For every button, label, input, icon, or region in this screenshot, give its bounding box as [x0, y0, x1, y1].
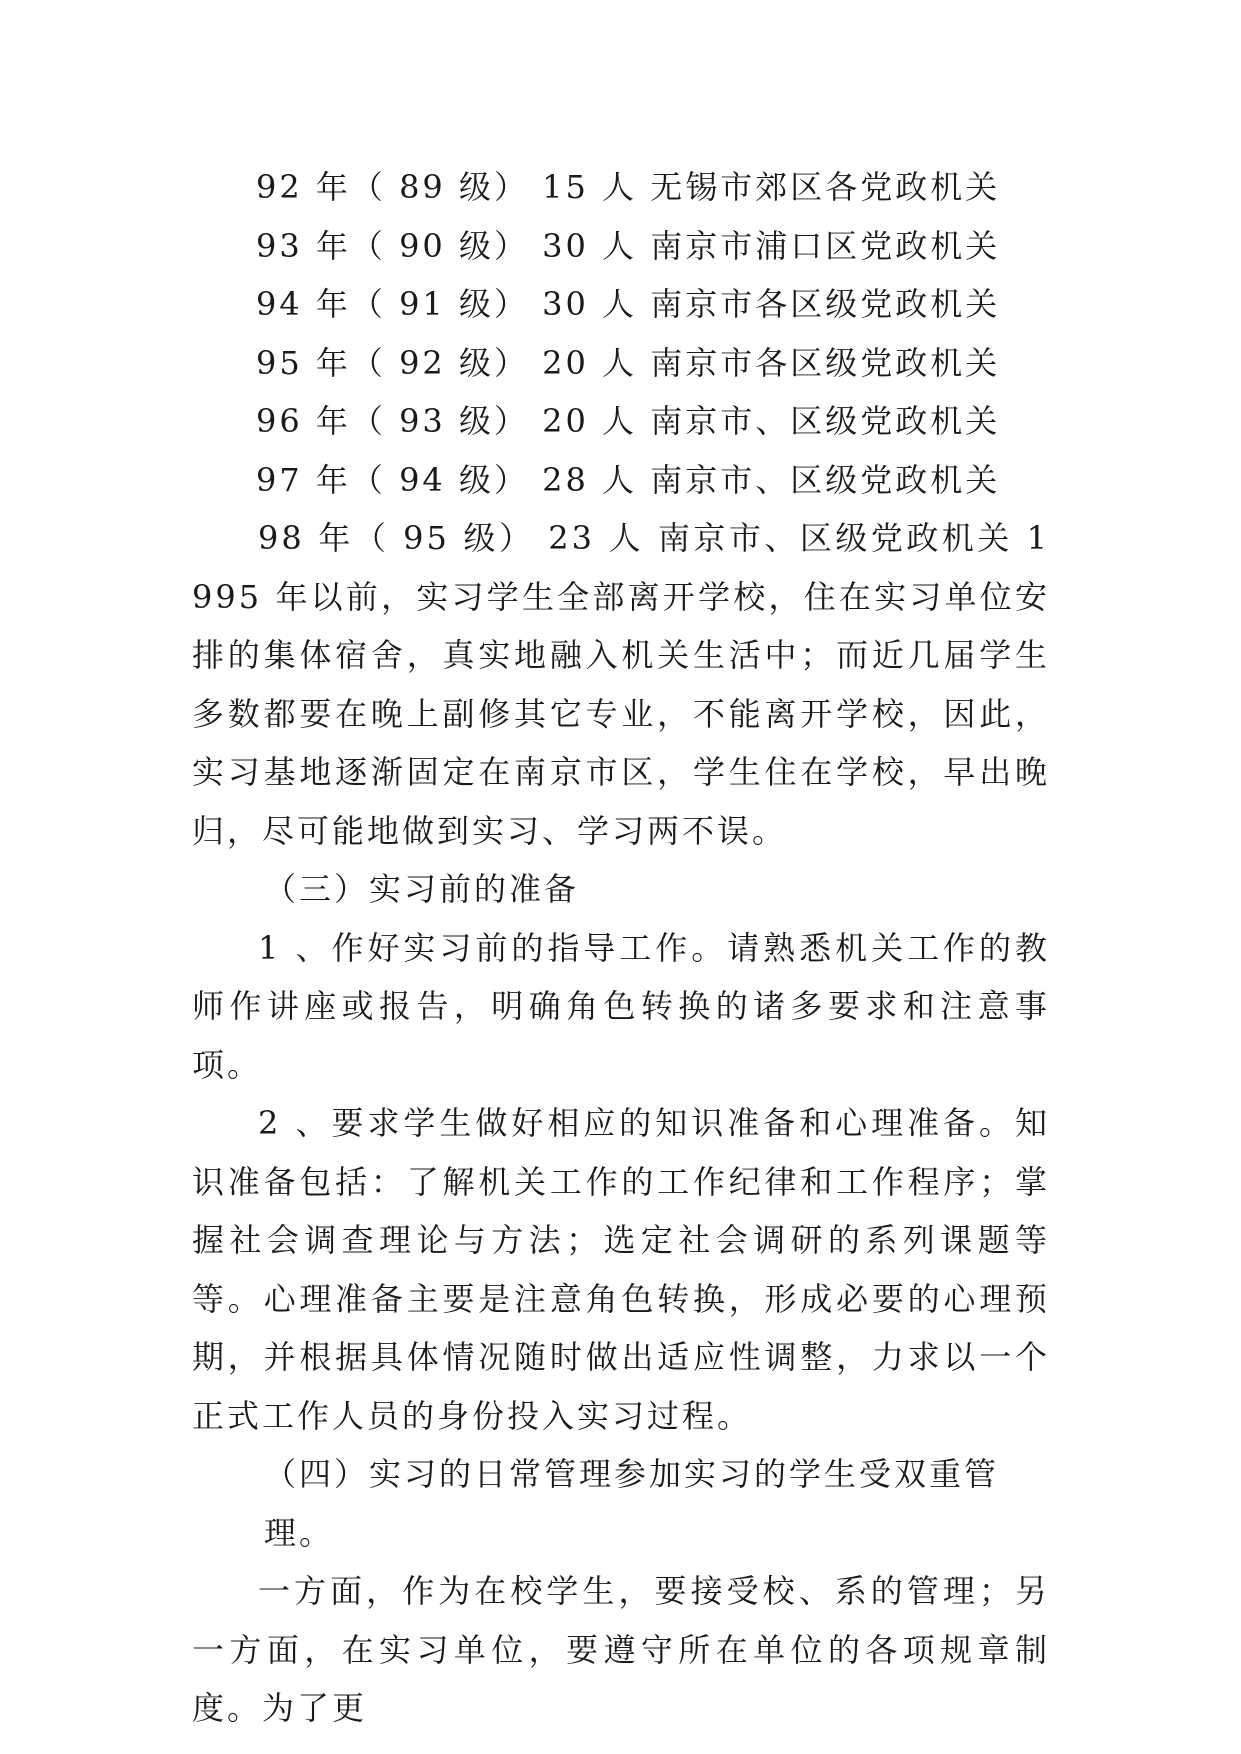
internship-row-95: 95 年（ 92 级） 20 人 南京市各区级党政机关	[256, 343, 1001, 382]
section-heading-4: （四）实习的日常管理参加实习的学生受双重管理。	[264, 1455, 1000, 1552]
internship-row-93: 93 年（ 90 级） 30 人 南京市浦口区党政机关	[256, 226, 1001, 265]
internship-row-97: 97 年（ 94 级） 28 人 南京市、区级党政机关	[256, 460, 1001, 499]
section-heading-3: （三）实习前的准备	[264, 870, 580, 908]
paragraph-98-and-history: 98 年（ 95 级） 23 人 南京市、区级党政机关 1995 年以前，实习学生全部离开学校，住在实习单位安排的集体宿舍，真实地融入机关生活中；而近几届学生多数都要在晚上副修其它专业，不能离开学校，因此，实习基地逐渐固定在南京市区，学生住在学校，早出晚归，尽可能地做到实习、学习两不误。	[192, 519, 1050, 850]
paragraph-dual-management: 一方面，作为在校学生，要接受校、系的管理；另一方面，在实习单位，要遵守所在单位的各项规章制度。为了更	[192, 1572, 1050, 1727]
internship-row-94: 94 年（ 91 级） 30 人 南京市各区级党政机关	[256, 285, 1001, 323]
document-body	[192, 158, 1050, 1738]
internship-row-92: 92 年（ 89 级） 15 人 无锡市郊区各党政机关	[256, 168, 1001, 206]
paragraph-item-1: 1 、作好实习前的指导工作。请熟悉机关工作的教师作讲座或报告，明确角色转换的诸多要求和注意事项。	[192, 928, 1050, 1084]
paragraph-item-2: 2 、要求学生做好相应的知识准备和心理准备。知识准备包括：了解机关工作的工作纪律和工作程序；掌握社会调查理论与方法；选定社会调研的系列课题等等。心理准备主要是注意角色转换，形成必要的心理预期，并根据具体情况随时做出适应性调整，力求以一个正式工作人员的身份投入实习过程。	[192, 1104, 1050, 1435]
internship-row-96: 96 年（ 93 级） 20 人 南京市、区级党政机关	[256, 402, 1001, 440]
